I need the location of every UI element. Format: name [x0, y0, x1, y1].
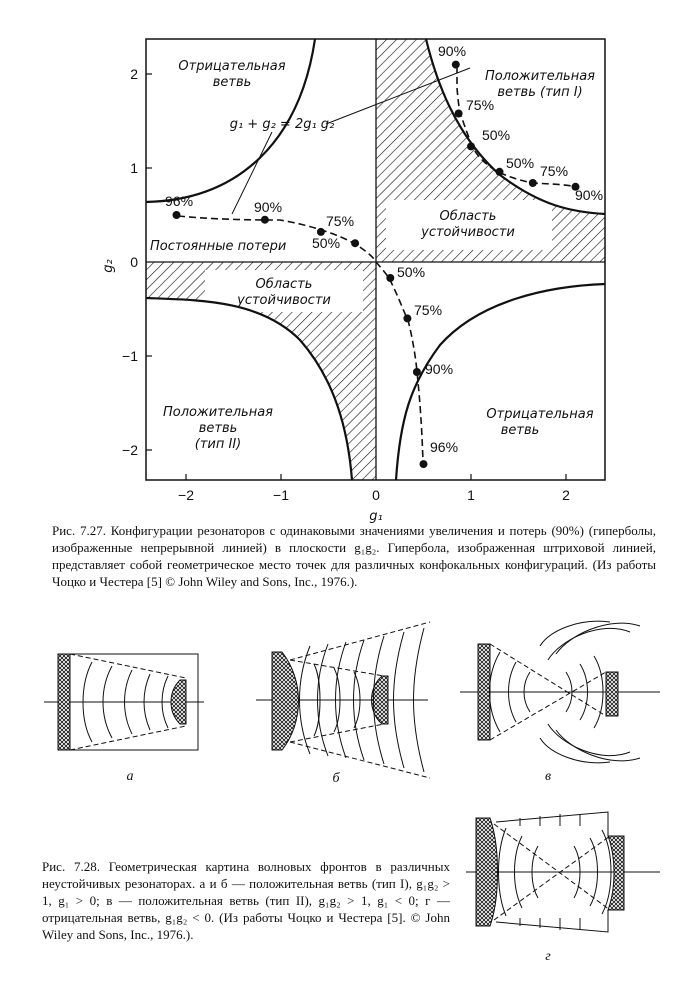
- pct-label: 96%: [430, 439, 459, 455]
- pct-label: 75%: [466, 97, 495, 113]
- pct-label: 50%: [482, 127, 511, 143]
- panel-v: [460, 621, 660, 763]
- pct-label: 90%: [425, 361, 454, 377]
- panel-b: [256, 622, 430, 778]
- pct-label: 96%: [165, 193, 194, 209]
- data-point-0: [173, 211, 181, 219]
- pct-label: 50%: [397, 264, 426, 280]
- label-pos-branch-type2-2: ветвь: [198, 421, 238, 436]
- data-point-9: [455, 110, 463, 118]
- data-point-6: [413, 368, 421, 376]
- panel-a: [44, 654, 204, 750]
- label-pos-branch-type2-1: Положительная: [163, 405, 273, 420]
- figure-7-28: [0, 620, 699, 1000]
- label-stable-left-2: устойчивости: [237, 293, 331, 308]
- caption-figure-7-28: [42, 858, 450, 943]
- xtick-label: −2: [178, 487, 194, 503]
- ytick-label: 2: [130, 66, 138, 82]
- label-pos-branch-type1-2: ветвь (тип I): [497, 85, 583, 100]
- pct-label: 75%: [540, 163, 569, 179]
- y-axis-label: g₂: [101, 259, 116, 273]
- data-point-4: [386, 274, 394, 282]
- mirror-right: [171, 680, 186, 724]
- ytick-label: 1: [130, 160, 138, 176]
- data-point-1: [261, 216, 269, 224]
- mirror-left: [272, 652, 299, 750]
- pct-label: 50%: [312, 235, 341, 251]
- caption-figure-7-27: [52, 522, 656, 590]
- caption-text: Геометрическая картина волновых фронтов в различных неустойчивых резонаторах. а и б — положительная ветвь (тип I), g₁g₂ > 1, g₁ > 0; в — положительная ветвь (тип II), g₁g₂ > 1, g₁ < 0; г — отрицательная ветвь, g₁g₂ < 0. (Из работы Чоцко и Честера [5]. © John Wiley and Sons, Inc., 1976.).: [42, 859, 450, 942]
- x-axis-label: g₁: [369, 509, 383, 524]
- mirror-left: [476, 818, 498, 926]
- pct-label: 75%: [414, 302, 443, 318]
- label-neg-branch-bottom-2: ветвь: [500, 423, 540, 438]
- mirror-left: [478, 644, 490, 740]
- xtick-label: 0: [372, 487, 380, 503]
- label-constant-losses: Постоянные потери: [150, 239, 287, 254]
- pct-label: 75%: [326, 213, 355, 229]
- xtick-label: 1: [467, 487, 475, 503]
- pct-label: 50%: [506, 155, 535, 171]
- label-stable-right-1: Область: [439, 209, 497, 224]
- label-equation: g₁ + g₂ = 2g₁ g₂: [229, 117, 335, 132]
- label-neg-branch-top-2: ветвь: [212, 75, 252, 90]
- mirror-right: [608, 836, 624, 910]
- caption-text: Конфигурации резонаторов с одинаковыми значениями увеличения и потерь (90%) (гиперболы, изображенные непрерывной линией) в плоскости g₁g₂. Гипербола, изображенная штриховой линией, представляет собой геометрическое место точек для различных конфокальных конфигураций. (Из работы Чоцко и Честера [5] © John Wiley and Sons, Inc., 1976.).: [52, 523, 656, 589]
- panel-letter-b: б: [332, 771, 340, 786]
- data-point-3: [351, 239, 359, 247]
- label-pos-branch-type2-3: (тип II): [194, 437, 242, 452]
- pct-label: 90%: [438, 43, 467, 59]
- xtick-label: 2: [562, 487, 570, 503]
- label-pos-branch-type1-1: Положительная: [485, 69, 595, 84]
- xtick-label: −1: [273, 487, 289, 503]
- panel-g: [466, 812, 660, 932]
- mirror-left: [58, 654, 70, 750]
- panel-letter-a: а: [126, 769, 134, 784]
- pct-label: 90%: [254, 199, 283, 215]
- data-point-5: [403, 314, 411, 322]
- panel-letter-v: в: [544, 769, 552, 784]
- pct-label: 90%: [575, 187, 604, 203]
- label-neg-branch-bottom-1: Отрицательная: [486, 407, 594, 422]
- data-point-10: [467, 142, 475, 150]
- data-point-12: [529, 179, 537, 187]
- mirror-right: [606, 672, 618, 716]
- ytick-label: 0: [130, 254, 138, 270]
- label-stable-right-2: устойчивости: [421, 225, 515, 240]
- ytick-label: −1: [122, 348, 138, 364]
- caption-label: Рис. 7.28.: [42, 859, 100, 874]
- data-point-8: [452, 61, 460, 69]
- data-point-11: [496, 168, 504, 176]
- panel-letter-g: г: [545, 949, 551, 964]
- data-point-7: [420, 460, 428, 468]
- label-neg-branch-top-1: Отрицательная: [178, 59, 286, 74]
- ytick-label: −2: [122, 442, 138, 458]
- caption-label: Рис. 7.27.: [52, 523, 106, 538]
- label-stable-left-1: Область: [255, 277, 313, 292]
